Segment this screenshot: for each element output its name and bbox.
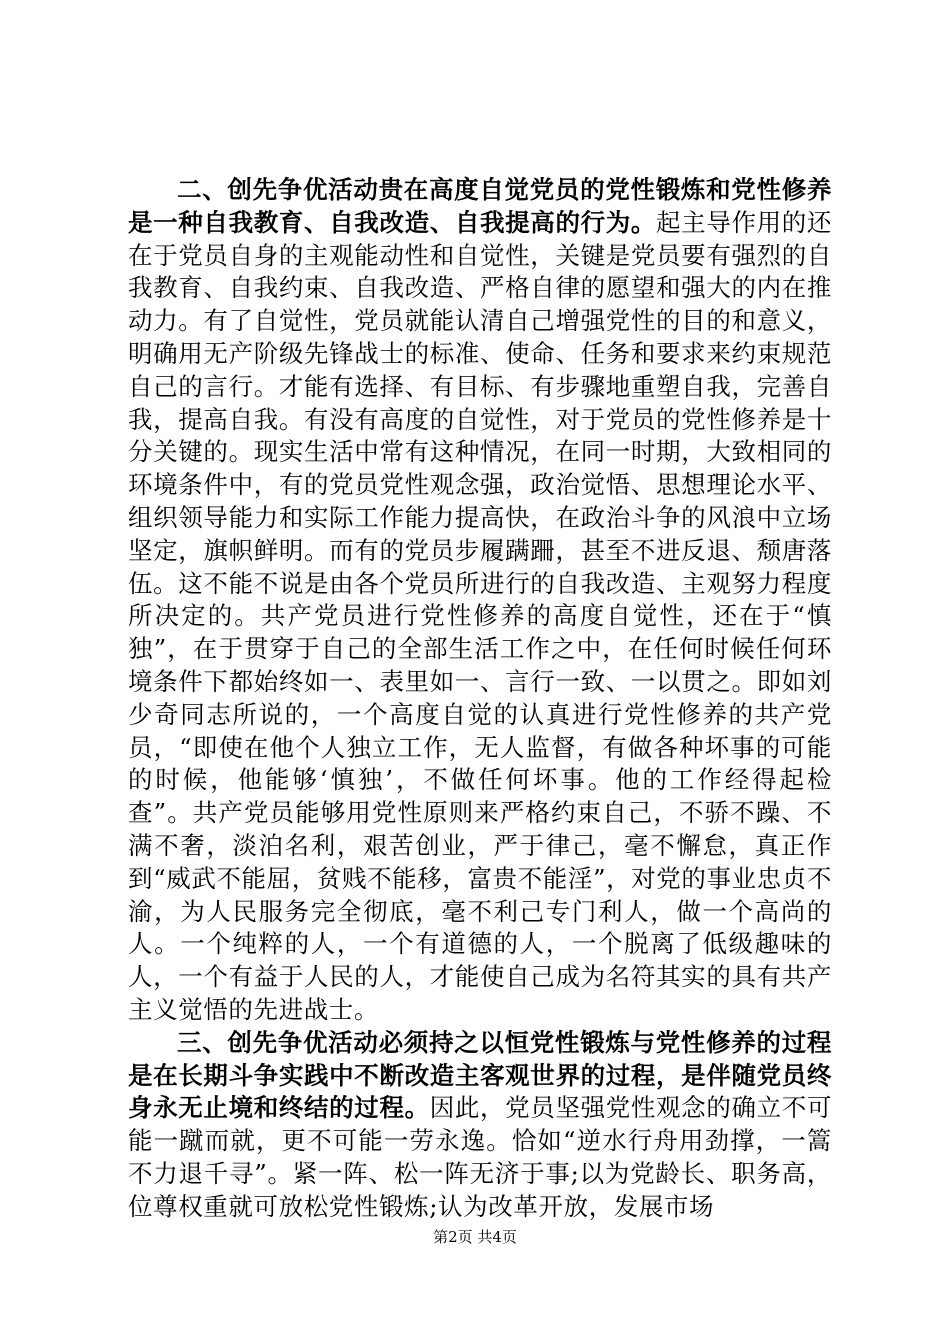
document-body xyxy=(128,174,832,1224)
paragraph-text: 因此，党员坚强党性观念的确立不可能一蹴而就，更不可能一劳永逸。恰如“逆水行舟用劲撑，一篙不力退千寻”。紧一阵、松一阵无济于事;以为党龄长、职务高，位尊权重就可放松党性锻炼;认为改革开放，发展市场 xyxy=(128,1093,832,1221)
page-number-footer: 第2页 共4页 xyxy=(433,1228,517,1246)
paragraph-text: 起主导作用的还在于党员自身的主观能动性和自觉性，关键是党员要有强烈的自我教育、自我约束、自我改造、严格自律的愿望和强大的内在推动力。有了自觉性，党员就能认清自己增强党性的目的和意义，明确用无产阶级先锋战士的标准、使命、任务和要求来约束规范自己的言行。才能有选择、有目标、有步骤地重塑自我，完善自我，提高自我。有没有高度的自觉性，对于党员的党性修养是十分关键的。现实生活中常有这种情况，在同一时期，大致相同的环境条件中，有的党员党性观念强，政治觉悟、思想理论水平、组织领导能力和实际工作能力提高快，在政治斗争的风浪中立场坚定，旗帜鲜明。而有的党员步履蹒跚，甚至不进反退、颓唐落伍。这不能不说是由各个党员所进行的自我改造、主观努力程度所决定的。共产党员进行党性修养的高度自觉性，还在于“慎独”，在于贯穿于自己的全部生活工作之中，在任何时候任何环境条件下都始终如一、表里如一、言行一致、一以贯之。即如刘少奇同志所说的，一个高度自觉的认真进行党性修养的共产党员，“即使在他个人独立工作，无人监督，有做各种坏事的可能的时候，他能够‘慎独’，不做任何坏事。他的工作经得起检查”。共产党员能够用党性原则来严格约束自己，不骄不躁、不满不奢，淡泊名利，艰苦创业，严于律己，毫不懈怠，真正作到“威武不能屈，贫贱不能移，富贵不能淫”，对党的事业忠贞不渝，为人民服务完全彻底，毫不利己专门利人，做一个高尚的人。一个纯粹的人，一个有道德的人，一个脱离了低级趣味的人，一个有益于人民的人，才能使自己成为名符其实的具有共产主义觉悟的先进战士。 xyxy=(128,207,832,1024)
paragraph-3 xyxy=(128,1027,832,1224)
paragraph-2 xyxy=(128,174,832,1027)
paragraph-heading: 三、创先争优活动必须持之以恒党性锻炼与党性修养的过程是在长期斗争实践中不断改造主客观世界的过程，是伴随党员终身永无止境和终结的过程。 xyxy=(128,1027,832,1123)
paragraph-heading: 二、创先争优活动贵在高度自觉党员的党性锻炼和党性修养是一种自我教育、自我改造、自我提高的行为。 xyxy=(128,175,832,237)
